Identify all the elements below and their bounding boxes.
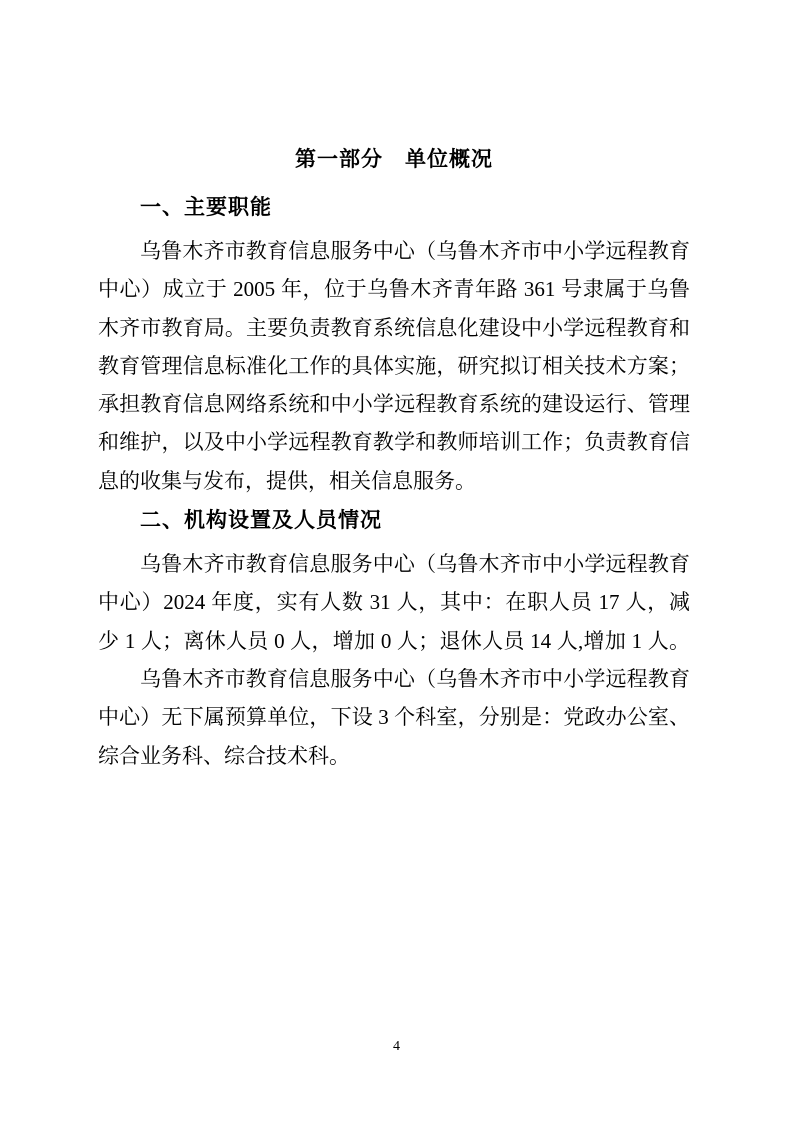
text-line: 木齐市教育局。主要负责教育系统信息化建设中小学远程教育和: [98, 315, 690, 340]
document-body: [98, 147, 690, 775]
text-line: 乌鲁木齐市教育信息服务中心（乌鲁木齐市中小学远程教育: [140, 666, 690, 691]
section-heading-2: 二、机构设置及人员情况: [140, 509, 382, 533]
text-line: 教育管理信息标准化工作的具体实施，研究拟订相关技术方案；: [98, 353, 690, 378]
text-line: 中心）2024 年度，实有人数 31 人，其中：在职人员 17 人，减: [98, 590, 690, 615]
paragraph: [98, 660, 690, 775]
text-line: 承担教育信息网络系统和中小学远程教育系统的建设运行、管理: [98, 392, 690, 417]
document-title: 第一部分 单位概况: [295, 148, 493, 171]
paragraph: [98, 232, 690, 500]
paragraph: [98, 545, 690, 660]
text-line: 综合业务科、综合技术科。: [98, 743, 350, 768]
section-heading-1: 一、主要职能: [140, 196, 272, 219]
text-line: 中心）无下属预算单位，下设 3 个科室，分别是：党政办公室、: [98, 705, 690, 730]
text-line: 少 1 人；离休人员 0 人，增加 0 人；退休人员 14 人,增加 1 人。: [98, 628, 690, 653]
text-line: 息的收集与发布，提供，相关信息服务。: [98, 468, 476, 493]
text-line: 乌鲁木齐市教育信息服务中心（乌鲁木齐市中小学远程教育: [140, 552, 690, 577]
text-line: 乌鲁木齐市教育信息服务中心（乌鲁木齐市中小学远程教育: [140, 239, 690, 263]
text-line: 和维护，以及中小学远程教育教学和教师培训工作；负责教育信: [98, 430, 690, 455]
page-number: 4: [393, 1039, 400, 1054]
text-line: 中心）成立于 2005 年，位于乌鲁木齐青年路 361 号隶属于乌鲁: [98, 277, 690, 302]
